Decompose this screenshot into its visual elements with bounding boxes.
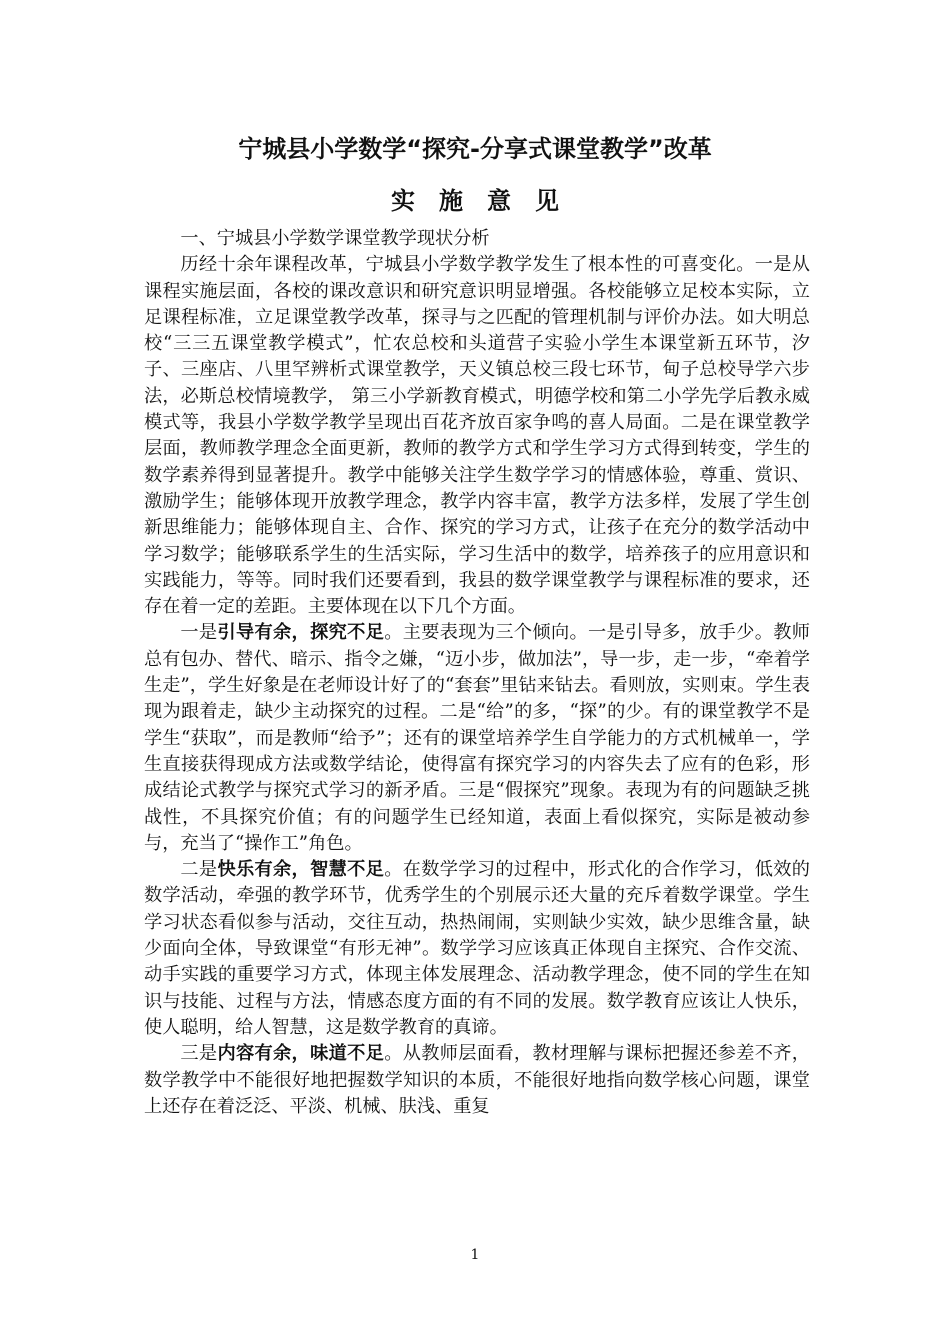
- paragraph-2-rest: 。主要表现为三个倾向。一是引导多，放手少。教师总有包办、替代、暗示、指令之嫌，“迈小步，做加法”，导一步，走一步，“牵着学生走”，学生好象是在老师设计好了的“套套”里钻来钻去。看则放，实则束。学生表现为跟着走，缺少主动探究的过程。二是“给”的多，“探”的少。有的课堂教学不是学生“获取”，而是教师“给予”；还有的课堂培养学生自学能力的方式机械单一，学生直接获得现成方法或数学结论，使得富有探究学习的内容失去了应有的色彩，形成结论式教学与探究式学习的新矛盾。三是“假探究”现象。表现为有的问题缺乏挑战性，不具探究价值；有的问题学生已经知道，表面上看似探究，实际是被动参与，充当了“操作工”角色。: [144, 622, 810, 854]
- paragraph-2: [144, 620, 810, 857]
- paragraph-2-lead: 一是: [180, 622, 218, 644]
- page-number: 1: [470, 1247, 480, 1263]
- paragraph-4-emphasis: 内容有余，味道不足: [217, 1043, 385, 1065]
- paragraph-4: [144, 1041, 810, 1120]
- paragraph-1: 历经十余年课程改革，宁城县小学数学教学发生了根本性的可喜变化。一是从课程实施层面，各校的课改意识和研究意识明显增强。各校能够立足校本实际，立足课程标准，立足课堂教学改革，探寻与之匹配的管理机制与评价办法。如大明总校“三三五课堂教学模式”，忙农总校和头道营子实验小学生本课堂新五环节，汐子、三座店、八里罕辨析式课堂教学，天义镇总校三段七环节，甸子总校导学六步法，必斯总校情境教学， 第三小学新教育模式，明德学校和第二小学先学后教永威模式等，我县小学数学教学呈现出百花齐放百家争鸣的喜人局面。二是在课堂教学层面，教师教学理念全面更新，教师的教学方式和学生学习方式得到转变，学生的数学素养得到显著提升。教学中能够关注学生数学学习的情感体验，尊重、赏识、激励学生；能够体现开放教学理念，教学内容丰富，教学方法多样，发展了学生创新思维能力；能够体现自主、合作、探究的学习方式，让孩子在充分的数学活动中学习数学；能够联系学生的生活实际，学习生活中的数学，培养孩子的应用意识和实践能力，等等。同时我们还要看到，我县的数学课堂教学与课程标准的要求，还存在着一定的差距。主要体现在以下几个方面。: [144, 254, 810, 618]
- paragraph-3-rest: 。在数学学习的过程中，形式化的合作学习，低效的数学活动，牵强的教学环节，优秀学生的个别展示还大量的充斥着数学课堂。学生学习状态看似参与活动，交往互动，热热闹闹，实则缺少实效，缺少思维含量，缺少面向全体，导致课堂“有形无神”。数学学习应该真正体现自主探究、合作交流、动手实践的重要学习方式，体现主体发展理念、活动教学理念，使不同的学生在知识与技能、过程与方法，情感态度方面的有不同的发展。数学教育应该让人快乐，使人聪明，给人智慧，这是数学教育的真谛。: [144, 859, 810, 1038]
- document-body: [144, 226, 810, 1120]
- paragraph-4-lead: 三是: [180, 1043, 218, 1065]
- paragraph-4-rest: 。从教师层面看，教材理解与课标把握还参差不齐，数学教学中不能很好地把握数学知识的本质，不能很好地指向数学核心问题，课堂上还存在着泛泛、平淡、机械、肤浅、重复: [144, 1043, 810, 1117]
- paragraph-3: [144, 857, 810, 1041]
- paragraph-3-lead: 二是: [180, 859, 218, 881]
- document-subtitle: 实施意见: [391, 187, 583, 215]
- document-title: 宁城县小学数学“探究-分享式课堂教学”改革: [238, 135, 712, 163]
- paragraph-3-emphasis: 快乐有余，智慧不足: [217, 859, 385, 881]
- section-heading: 一、宁城县小学数学课堂教学现状分析: [180, 228, 490, 249]
- paragraph-2-emphasis: 引导有余，探究不足: [217, 622, 385, 644]
